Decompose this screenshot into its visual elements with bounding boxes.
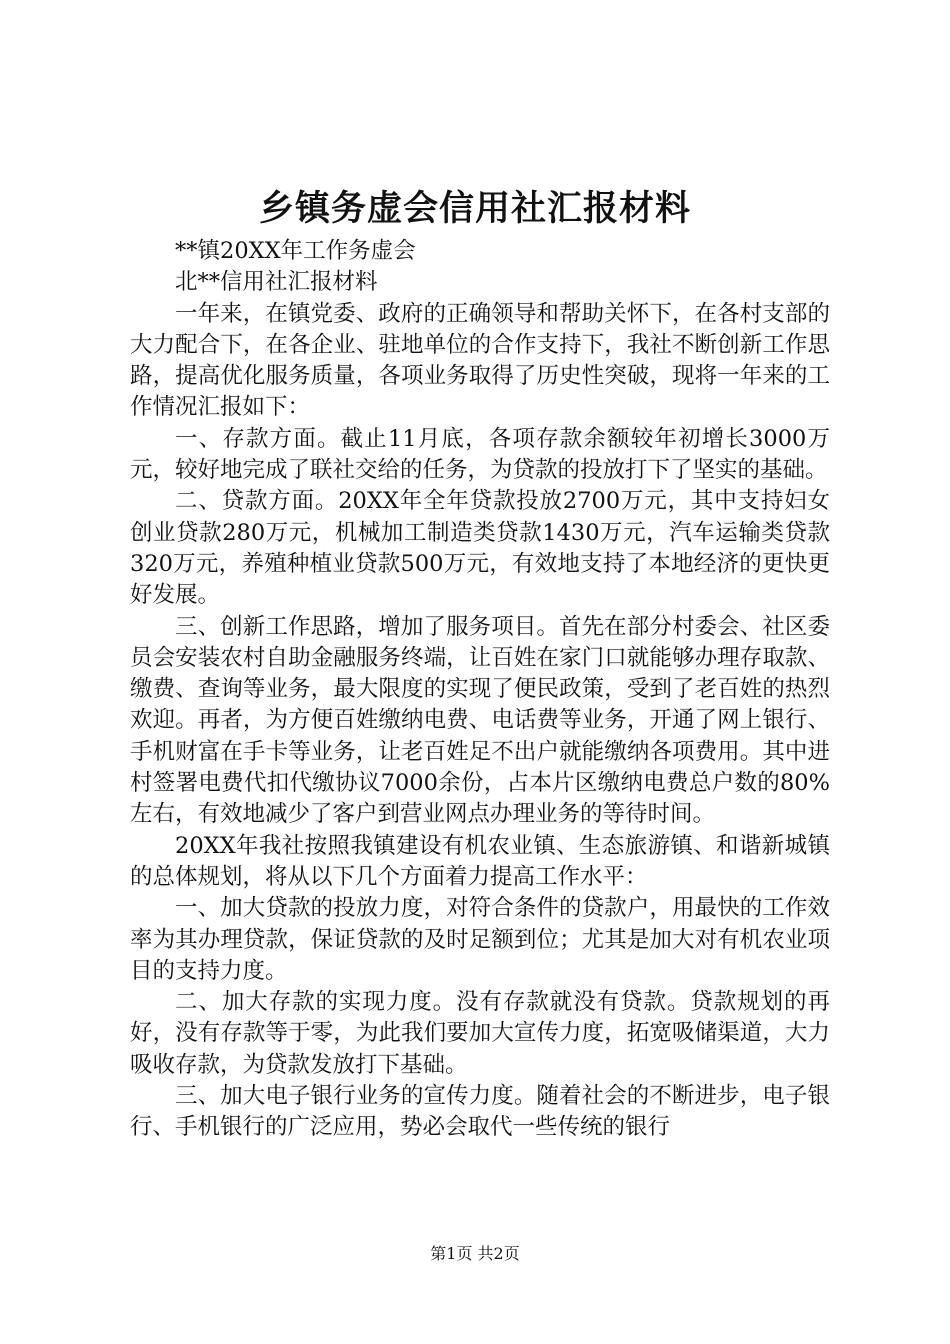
subtitle-line-1: **镇20XX年工作务虚会 (175, 238, 416, 264)
paragraph-deposits: 一、存款方面。截止11月底，各项存款余额较年初增长3000万元，较好地完成了联社交给的任务，为贷款的投放打下了坚实的基础。 (130, 425, 830, 484)
paragraph-intro: 一年来，在镇党委、政府的正确领导和帮助关怀下，在各村支部的大力配合下，在各企业、驻地单位的合作支持下，我社不断创新工作思路，提高优化服务质量，各项业务取得了历史性突破，现将一年来的工作情况汇报如下： (130, 300, 830, 421)
subtitle-line-2: 北**信用社汇报材料 (175, 269, 378, 296)
paragraph-plan-ebanking: 三、加大电子银行业务的宣传力度。随着社会的不断进步，电子银行、手机银行的广泛应用，势必会取代一些传统的银行 (130, 1083, 830, 1141)
document-title: 乡镇务虚会信用社汇报材料 (258, 188, 691, 229)
paragraph-plan-intro: 20XX年我社按照我镇建设有机农业镇、生态旅游镇、和谐新城镇的总体规划，将从以下几个方面着力提高工作水平： (130, 832, 830, 890)
page-number: 第1页 共2页 (430, 1244, 520, 1263)
paragraph-innovation: 三、创新工作思路，增加了服务项目。首先在部分村委会、社区委员会安装农村自助金融服务终端，让百姓在家门口就能够办理存取款、缴费、查询等业务，最大限度的实现了便民政策，受到了老百姓的热烈欢迎。再者，为方便百姓缴纳电费、电话费等业务，开通了网上银行、手机财富在手卡等业务，让老百姓足不出户就能缴纳各项费用。其中进村签署电费代扣代缴协议7000余份，占本片区缴纳电费总户数的80%左右，有效地减少了客户到营业网点办理业务的等待时间。 (130, 613, 830, 828)
paragraph-plan-deposits: 二、加大存款的实现力度。没有存款就没有贷款。贷款规划的再好，没有存款等于零，为此我们要加大宣传力度，拓宽吸储渠道，大力吸收存款，为贷款发放打下基础。 (130, 989, 830, 1078)
paragraph-plan-loans: 一、加大贷款的投放力度，对符合条件的贷款户，用最快的工作效率为其办理贷款，保证贷款的及时足额到位；尤其是加大对有机农业项目的支持力度。 (130, 895, 830, 984)
document-body (130, 236, 830, 1144)
paragraph-loans: 二、贷款方面。20XX年全年贷款投放2700万元，其中支持妇女创业贷款280万元，机械加工制造类贷款1430万元，汽车运输类贷款320万元，养殖种植业贷款500万元，有效地支持了本地经济的更快更好发展。 (130, 488, 830, 609)
